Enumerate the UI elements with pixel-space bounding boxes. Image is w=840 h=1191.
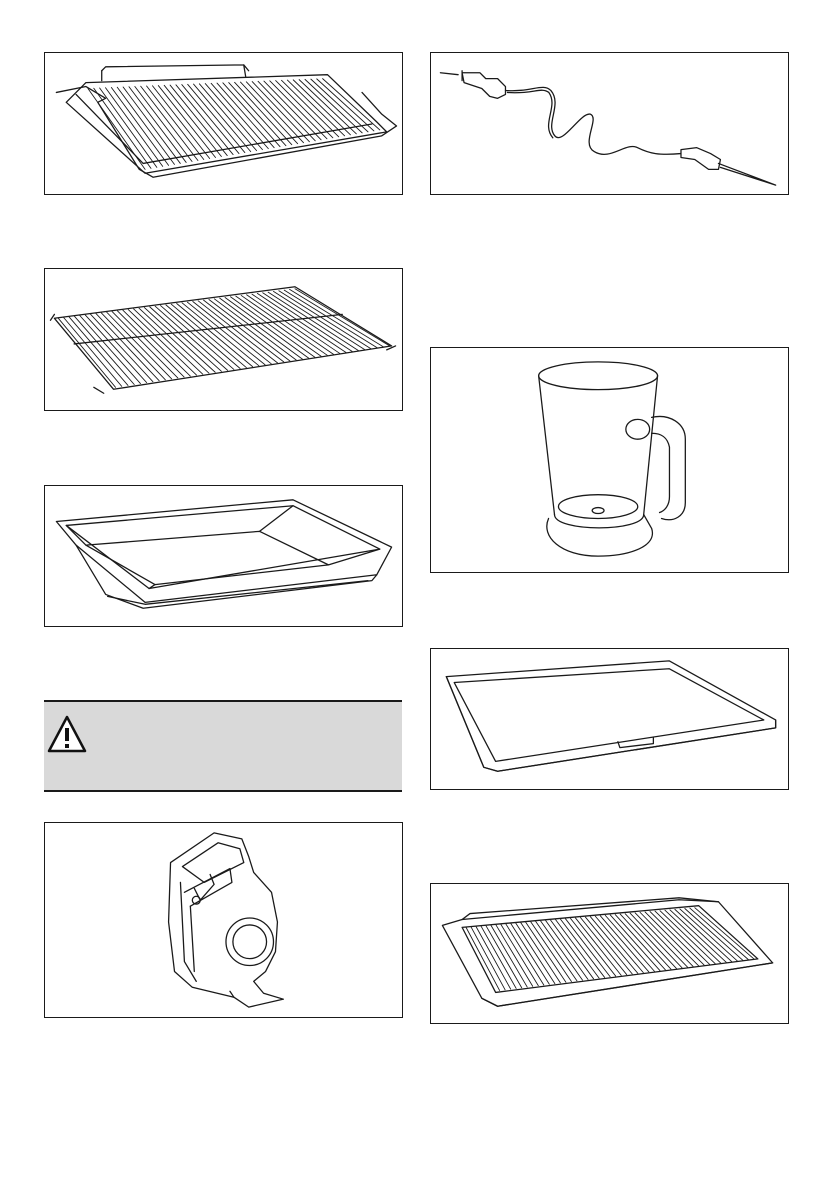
illustration-core-temperature-probe <box>430 52 789 195</box>
grill-tray-insert-illustration <box>45 53 402 194</box>
illustration-wire-shelf <box>44 268 403 411</box>
illustration-flat-griddle-plate <box>430 648 789 790</box>
illustration-deep-tray <box>44 485 403 627</box>
warning-triangle-icon <box>46 714 88 754</box>
wire-shelf-illustration <box>45 269 402 410</box>
illustration-ribbed-grill-plate <box>430 883 789 1024</box>
glass-jug-illustration <box>431 348 788 572</box>
warning-notice <box>44 700 402 792</box>
illustration-grill-tray-insert <box>44 52 403 195</box>
griddle-plate-illustration <box>431 649 788 789</box>
illustration-glass-jug <box>430 347 789 573</box>
ribbed-grill-plate-illustration <box>431 884 788 1023</box>
clip-accessory-illustration <box>45 823 402 1017</box>
illustration-clip <box>44 822 403 1018</box>
deep-tray-illustration <box>45 486 402 626</box>
meat-probe-illustration <box>431 53 788 194</box>
